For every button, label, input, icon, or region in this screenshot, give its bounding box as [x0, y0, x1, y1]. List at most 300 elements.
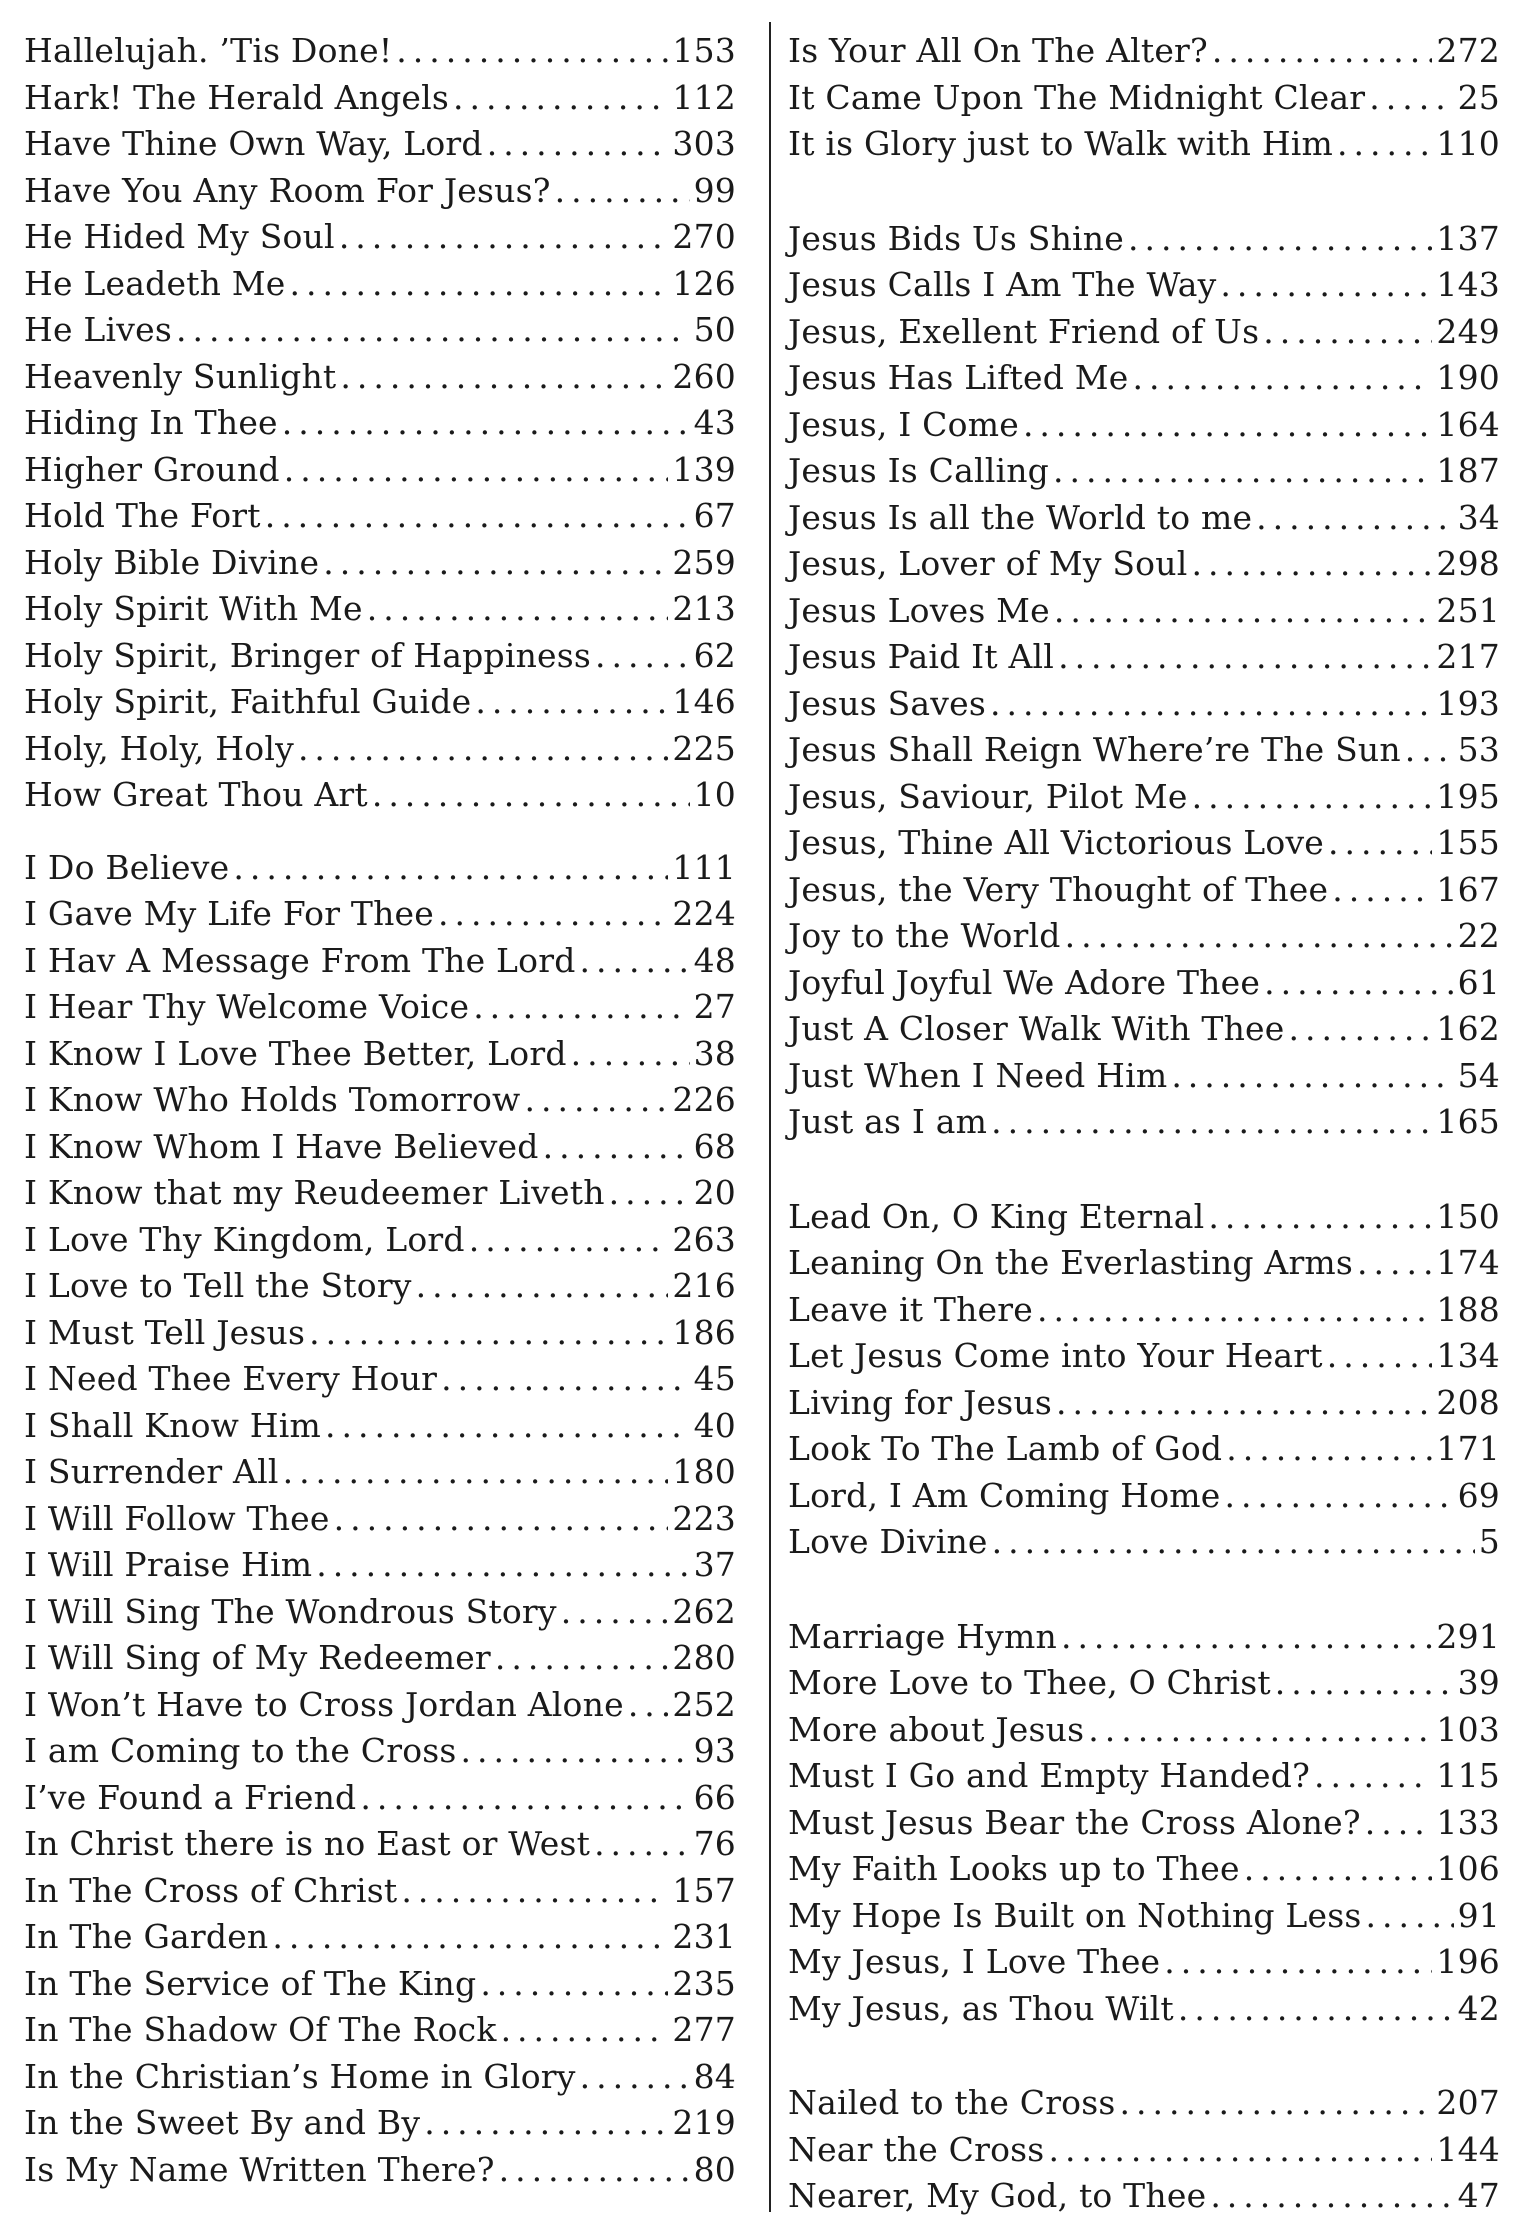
page-number: 226 — [672, 1080, 736, 1119]
page-number: 80 — [693, 2149, 736, 2189]
page-number: 260 — [672, 356, 736, 396]
page-number: 303 — [672, 124, 736, 163]
hymn-title: Living for Jesus — [788, 1382, 1052, 1422]
hymn-title: In The Garden — [24, 1917, 269, 1956]
page-number: 157 — [672, 1870, 736, 1910]
index-entry — [24, 845, 736, 892]
hymn-title: Jesus Loves Me — [788, 590, 1050, 630]
hymn-title: I Shall Know Him — [24, 1405, 321, 1445]
page-number: 5 — [1478, 1522, 1500, 1561]
hymn-title: He Leadeth Me — [24, 263, 286, 303]
page-number: 146 — [672, 682, 736, 721]
page-number: 110 — [1436, 124, 1500, 163]
index-entry — [788, 2173, 1500, 2220]
page-number: 213 — [672, 589, 736, 628]
hymn-title: My Faith Looks up to Thee — [788, 1849, 1240, 1888]
page-number: 62 — [693, 635, 736, 675]
dot-leader — [323, 540, 668, 587]
hymn-title: My Hope Is Built on Nothing Less — [788, 1895, 1362, 1935]
dot-leader — [1164, 1939, 1432, 1986]
index-entry — [24, 938, 736, 985]
hymn-title: Is Your All On The Alter? — [788, 31, 1208, 70]
hymn-title: I Surrender All — [24, 1452, 279, 1491]
hymn-title: Must Jesus Bear the Cross Alone? — [788, 1802, 1361, 1842]
hymn-title: Marriage Hymn — [788, 1616, 1057, 1656]
index-entry — [788, 448, 1500, 495]
hymn-title: Is My Name Written There? — [24, 2149, 495, 2189]
index-entry — [24, 28, 736, 75]
hymn-title: It Came Upon The Midnight Clear — [788, 77, 1366, 117]
hymn-title: Look To The Lamb of God — [788, 1429, 1223, 1468]
hymn-title: I Love to Tell the Story — [24, 1266, 412, 1305]
hymn-title: I Do Believe — [24, 847, 230, 887]
hymn-title: Heavenly Sunlight — [24, 356, 337, 396]
page-number: 10 — [693, 775, 736, 814]
page-number: 69 — [1457, 1475, 1500, 1515]
dot-leader — [524, 1077, 668, 1124]
dot-leader — [1056, 1380, 1432, 1427]
index-entry — [788, 1426, 1500, 1473]
dot-leader — [990, 681, 1432, 728]
index-entry — [24, 772, 736, 819]
page-number: 134 — [1436, 1336, 1500, 1375]
dot-leader — [1208, 1194, 1432, 1241]
page-number: 93 — [693, 1731, 736, 1770]
index-entry — [788, 1333, 1500, 1380]
dot-leader — [424, 2100, 668, 2147]
hymn-title: Jesus, Lover of My Soul — [788, 544, 1188, 583]
hymn-title: Have Thine Own Way, Lord — [24, 124, 483, 163]
index-entry — [24, 1961, 736, 2008]
index-entry — [24, 1635, 736, 1682]
group-spacer — [788, 1566, 1500, 1614]
dot-leader — [475, 679, 668, 726]
page-number: 139 — [672, 449, 736, 489]
page-number: 103 — [1436, 1709, 1500, 1749]
page-number: 143 — [1436, 265, 1500, 304]
page-number: 99 — [693, 170, 736, 210]
index-entry — [788, 1846, 1500, 1893]
dot-leader — [1264, 960, 1454, 1007]
page-number: 76 — [693, 1824, 736, 1863]
index-entry — [788, 727, 1500, 774]
page-number: 251 — [1436, 590, 1500, 630]
hymn-title: I Hav A Message From The Lord — [24, 940, 576, 980]
hymn-title: Jesus Paid It All — [788, 637, 1055, 676]
dot-leader — [339, 214, 669, 261]
page-number: 48 — [693, 940, 736, 980]
dot-leader — [555, 168, 690, 215]
dot-leader — [594, 1821, 690, 1868]
hymn-title: How Great Thou Art — [24, 775, 368, 814]
index-entry — [788, 1707, 1500, 1754]
dot-leader — [543, 1124, 690, 1171]
index-entry — [788, 1800, 1500, 1847]
index-entry — [788, 1986, 1500, 2033]
page-number: 259 — [672, 542, 736, 582]
page-number: 37 — [693, 1545, 736, 1584]
index-entry — [24, 1775, 736, 1822]
dot-leader — [265, 493, 690, 540]
index-entry — [24, 633, 736, 680]
index-entry — [24, 493, 736, 540]
index-entry — [24, 1310, 736, 1357]
page-number: 263 — [672, 1219, 736, 1259]
hymn-title: Love Divine — [788, 1522, 988, 1561]
index-group-l — [788, 1194, 1500, 1566]
dot-leader — [571, 1031, 690, 1078]
hymn-title: In Christ there is no East or West — [24, 1824, 591, 1863]
index-entry — [24, 1821, 736, 1868]
hymn-title: I Gave My Life For Thee — [24, 894, 434, 933]
dot-leader — [282, 400, 690, 447]
hymn-title: In the Christian’s Home in Glory — [24, 2056, 576, 2096]
index-entry — [24, 214, 736, 261]
page-number: 188 — [1436, 1289, 1500, 1329]
dot-leader — [461, 1728, 690, 1775]
dot-leader — [1337, 121, 1432, 168]
dot-leader — [401, 1868, 668, 1915]
hymn-title: Must I Go and Empty Handed? — [788, 1756, 1310, 1795]
index-entry — [788, 1240, 1500, 1287]
index-entry — [788, 1287, 1500, 1334]
hymn-title: Jesus Shall Reign Where’re The Sun — [788, 730, 1401, 769]
hymn-title: I’ve Found a Friend — [24, 1777, 357, 1817]
index-entry — [788, 960, 1500, 1007]
dot-leader — [325, 1403, 690, 1450]
index-entry — [788, 28, 1500, 75]
page-number: 190 — [1436, 358, 1500, 397]
hymn-title: More Love to Thee, O Christ — [788, 1663, 1271, 1702]
page-number: 252 — [672, 1684, 736, 1724]
index-entry — [24, 1589, 736, 1636]
dot-leader — [487, 121, 669, 168]
hymn-title: Jesus Calls I Am The Way — [788, 265, 1217, 304]
group-spacer — [788, 1146, 1500, 1194]
page-number: 272 — [1436, 31, 1500, 70]
page-number: 40 — [693, 1405, 736, 1445]
index-entry — [24, 1403, 736, 1450]
dot-leader — [1288, 1006, 1432, 1053]
dot-leader — [1171, 1053, 1453, 1100]
hymn-title: Joy to the World — [788, 916, 1061, 955]
hymn-title: Have You Any Room For Jesus? — [24, 170, 551, 210]
dot-leader — [1220, 262, 1432, 309]
index-entry — [788, 820, 1500, 867]
index-entry — [24, 75, 736, 122]
dot-leader — [1178, 1986, 1454, 2033]
dot-leader — [441, 1356, 689, 1403]
hymn-title: Just as I am — [788, 1102, 988, 1141]
page-number: 180 — [672, 1452, 736, 1491]
index-entry — [788, 1194, 1500, 1241]
dot-leader — [992, 1519, 1475, 1566]
index-group-m — [788, 1614, 1500, 2033]
hymn-title: Just A Closer Walk With Thee — [788, 1009, 1285, 1048]
page-number: 249 — [1436, 311, 1500, 351]
hymn-title: Hallelujah. ’Tis Done! — [24, 31, 393, 70]
page-number: 193 — [1436, 683, 1500, 723]
dot-leader — [1128, 216, 1432, 263]
index-entry — [24, 1542, 736, 1589]
dot-leader — [1263, 309, 1432, 356]
index-entry — [24, 984, 736, 1031]
dot-leader — [360, 1775, 689, 1822]
index-entry — [24, 1170, 736, 1217]
dot-leader — [284, 447, 669, 494]
hymn-title: Holy Bible Divine — [24, 542, 320, 582]
page-number: 164 — [1436, 404, 1500, 444]
page-number: 280 — [672, 1638, 736, 1677]
hymn-title: Jesus, the Very Thought of Thee — [788, 869, 1329, 909]
index-entry — [24, 121, 736, 168]
dot-leader — [1275, 1660, 1454, 1707]
dot-leader — [340, 354, 668, 401]
page-number: 84 — [693, 2056, 736, 2096]
index-entry — [788, 1660, 1500, 1707]
index-entry — [788, 634, 1500, 681]
page-number: 53 — [1457, 730, 1500, 769]
index-entry — [788, 2080, 1500, 2127]
hymn-title: Lead On, O King Eternal — [788, 1196, 1205, 1236]
dot-leader — [1065, 913, 1454, 960]
index-entry — [788, 216, 1500, 263]
index-column-right — [788, 28, 1500, 2220]
dot-leader — [316, 1542, 689, 1589]
index-entry — [788, 75, 1500, 122]
index-entry — [24, 1914, 736, 1961]
page-number: 208 — [1436, 1382, 1500, 1422]
page-number: 38 — [693, 1033, 736, 1073]
dot-leader — [499, 2147, 690, 2194]
index-entry — [788, 402, 1500, 449]
hymn-title: Jesus, Saviour, Pilot Me — [788, 776, 1188, 816]
dot-leader — [438, 891, 668, 938]
index-entry — [788, 1380, 1500, 1427]
index-entry — [24, 1124, 736, 1171]
dot-leader — [1225, 1473, 1454, 1520]
dot-leader — [290, 261, 669, 308]
hymn-title: He Hided My Soul — [24, 217, 335, 256]
hymn-title: I Will Praise Him — [24, 1545, 313, 1584]
page-number: 34 — [1457, 497, 1500, 537]
dot-leader — [1366, 1893, 1454, 1940]
page-number: 25 — [1457, 77, 1500, 117]
page-number: 61 — [1457, 962, 1500, 1002]
page-number: 43 — [693, 403, 736, 442]
index-entry — [24, 1728, 736, 1775]
dot-leader — [1037, 1287, 1432, 1334]
index-entry — [24, 1031, 736, 1078]
hymn-title: I Love Thy Kingdom, Lord — [24, 1219, 465, 1259]
dot-leader — [396, 28, 668, 75]
dot-leader — [1256, 495, 1453, 542]
group-spacer — [24, 819, 736, 845]
hymn-title: Leave it There — [788, 1289, 1033, 1329]
index-entry — [788, 1519, 1500, 1566]
hymn-title: My Jesus, as Thou Wilt — [788, 1988, 1174, 2028]
index-entry — [24, 261, 736, 308]
hymn-title: Nearer, My God, to Thee — [788, 2176, 1207, 2215]
index-entry — [788, 262, 1500, 309]
dot-leader — [1192, 774, 1433, 821]
index-entry — [788, 1006, 1500, 1053]
dot-leader — [233, 845, 668, 892]
page-number: 106 — [1436, 1849, 1500, 1888]
hymn-title: Holy Spirit, Faithful Guide — [24, 682, 472, 721]
hymn-title: I Must Tell Jesus — [24, 1312, 306, 1352]
dot-leader — [1365, 1800, 1433, 1847]
hymn-title: I Will Follow Thee — [24, 1498, 330, 1538]
index-entry — [24, 1449, 736, 1496]
hymn-title: Jesus, I Come — [788, 404, 1019, 444]
index-entry — [788, 355, 1500, 402]
page-number: 196 — [1436, 1942, 1500, 1981]
dot-leader — [580, 2054, 690, 2101]
page-number: 50 — [693, 310, 736, 349]
hymn-title: Hold The Fort — [24, 496, 261, 535]
page-number: 174 — [1436, 1243, 1500, 1282]
hymn-title: I Know that my Reudeemer Liveth — [24, 1173, 605, 1212]
index-entry — [24, 2147, 736, 2194]
hymn-title: I Know Whom I Have Believed — [24, 1126, 539, 1166]
page-number: 115 — [1436, 1756, 1500, 1795]
hymn-title: More about Jesus — [788, 1709, 1085, 1749]
page-number: 45 — [693, 1359, 736, 1398]
page-number: 91 — [1457, 1895, 1500, 1935]
index-entry — [24, 307, 736, 354]
hymn-title: Jesus Saves — [788, 683, 986, 723]
dot-leader — [480, 1961, 668, 2008]
dot-leader — [628, 1682, 669, 1729]
hymn-title: I am Coming to the Cross — [24, 1731, 457, 1770]
page-number: 217 — [1436, 637, 1500, 676]
page-number: 66 — [693, 1777, 736, 1817]
dot-leader — [1244, 1846, 1433, 1893]
dot-leader — [1058, 634, 1432, 681]
page-number: 54 — [1457, 1055, 1500, 1095]
dot-leader — [1048, 2127, 1432, 2174]
index-entry — [24, 447, 736, 494]
dot-leader — [1327, 1333, 1433, 1380]
page-number: 126 — [672, 263, 736, 303]
dot-leader — [561, 1589, 669, 1636]
page-number: 216 — [672, 1266, 736, 1305]
dot-leader — [1054, 588, 1433, 635]
page-number: 111 — [672, 847, 736, 887]
dot-leader — [495, 1635, 669, 1682]
page-number: 298 — [1436, 544, 1500, 583]
hymn-title: Joyful Joyful We Adore Thee — [788, 962, 1261, 1002]
hymn-title: Nailed to the Cross — [788, 2083, 1116, 2122]
index-entry — [788, 588, 1500, 635]
hymn-title: Higher Ground — [24, 449, 280, 489]
page-number: 291 — [1436, 1616, 1500, 1656]
index-entry — [788, 1893, 1500, 1940]
index-group-h — [24, 28, 736, 819]
dot-leader — [416, 1263, 669, 1310]
hymn-title: Jesus Is Calling — [788, 451, 1049, 490]
hymn-title: Holy Spirit, Bringer of Happiness — [24, 635, 592, 675]
page-number: 153 — [672, 31, 736, 70]
dot-leader — [580, 938, 690, 985]
hymn-title: Hiding In Thee — [24, 403, 278, 442]
index-entry — [24, 2054, 736, 2101]
page-number: 270 — [672, 217, 736, 256]
index-entry — [24, 726, 736, 773]
page-number: 171 — [1436, 1429, 1500, 1468]
dot-leader — [469, 1217, 669, 1264]
dot-leader — [298, 726, 668, 773]
page-number: 112 — [672, 77, 736, 117]
index-entry — [788, 867, 1500, 914]
dot-leader — [372, 772, 690, 819]
page-number: 137 — [1436, 218, 1500, 258]
index-entry — [24, 400, 736, 447]
page-number: 207 — [1436, 2083, 1500, 2122]
dot-leader — [1332, 867, 1432, 914]
index-entry — [788, 309, 1500, 356]
page-number: 195 — [1436, 776, 1500, 816]
hymn-title: I Know I Love Thee Better, Lord — [24, 1033, 567, 1073]
dot-leader — [1314, 1753, 1432, 1800]
index-group-j — [788, 216, 1500, 1146]
dot-leader — [1210, 2173, 1453, 2220]
hymn-title: In the Sweet By and By — [24, 2103, 421, 2142]
dot-leader — [1212, 28, 1432, 75]
index-entry — [24, 1356, 736, 1403]
dot-leader — [1405, 727, 1454, 774]
index-group-i — [24, 845, 736, 2194]
page-number: 223 — [672, 1498, 736, 1538]
dot-leader — [367, 586, 669, 633]
hymn-title: I Will Sing The Wondrous Story — [24, 1591, 557, 1631]
hymn-title: Just When I Need Him — [788, 1055, 1168, 1095]
hymn-title: Jesus Has Lifted Me — [788, 358, 1129, 397]
hymn-title: In The Shadow Of The Rock — [24, 2010, 497, 2049]
dot-leader — [1369, 75, 1453, 122]
hymn-title: It is Glory just to Walk with Him — [788, 124, 1334, 163]
hymn-title: Jesus, Exellent Friend of Us — [788, 311, 1260, 351]
index-entry — [788, 774, 1500, 821]
page-number: 235 — [672, 1963, 736, 2003]
page-number: 20 — [693, 1173, 736, 1212]
index-entry — [24, 540, 736, 587]
page-number: 224 — [672, 894, 736, 933]
index-entry — [24, 1868, 736, 1915]
index-entry — [788, 1614, 1500, 1661]
page-number: 39 — [1457, 1663, 1500, 1702]
hymn-title: Holy Spirit With Me — [24, 589, 363, 628]
index-group-i-continued — [788, 28, 1500, 168]
index-entry — [788, 495, 1500, 542]
dot-leader — [1053, 448, 1432, 495]
page-number: 67 — [693, 496, 736, 535]
index-entry — [24, 891, 736, 938]
index-entry — [788, 1473, 1500, 1520]
dot-leader — [609, 1170, 690, 1217]
index-entry — [24, 1496, 736, 1543]
index-entry — [788, 1939, 1500, 1986]
index-entry — [788, 2127, 1500, 2174]
hymn-title: Jesus Bids Us Shine — [788, 218, 1124, 258]
dot-leader — [272, 1914, 668, 1961]
hymn-title: Leaning On the Everlasting Arms — [788, 1243, 1354, 1282]
index-entry — [788, 121, 1500, 168]
page-number: 155 — [1436, 823, 1500, 862]
page-number: 68 — [693, 1126, 736, 1166]
index-entry — [788, 1099, 1500, 1146]
